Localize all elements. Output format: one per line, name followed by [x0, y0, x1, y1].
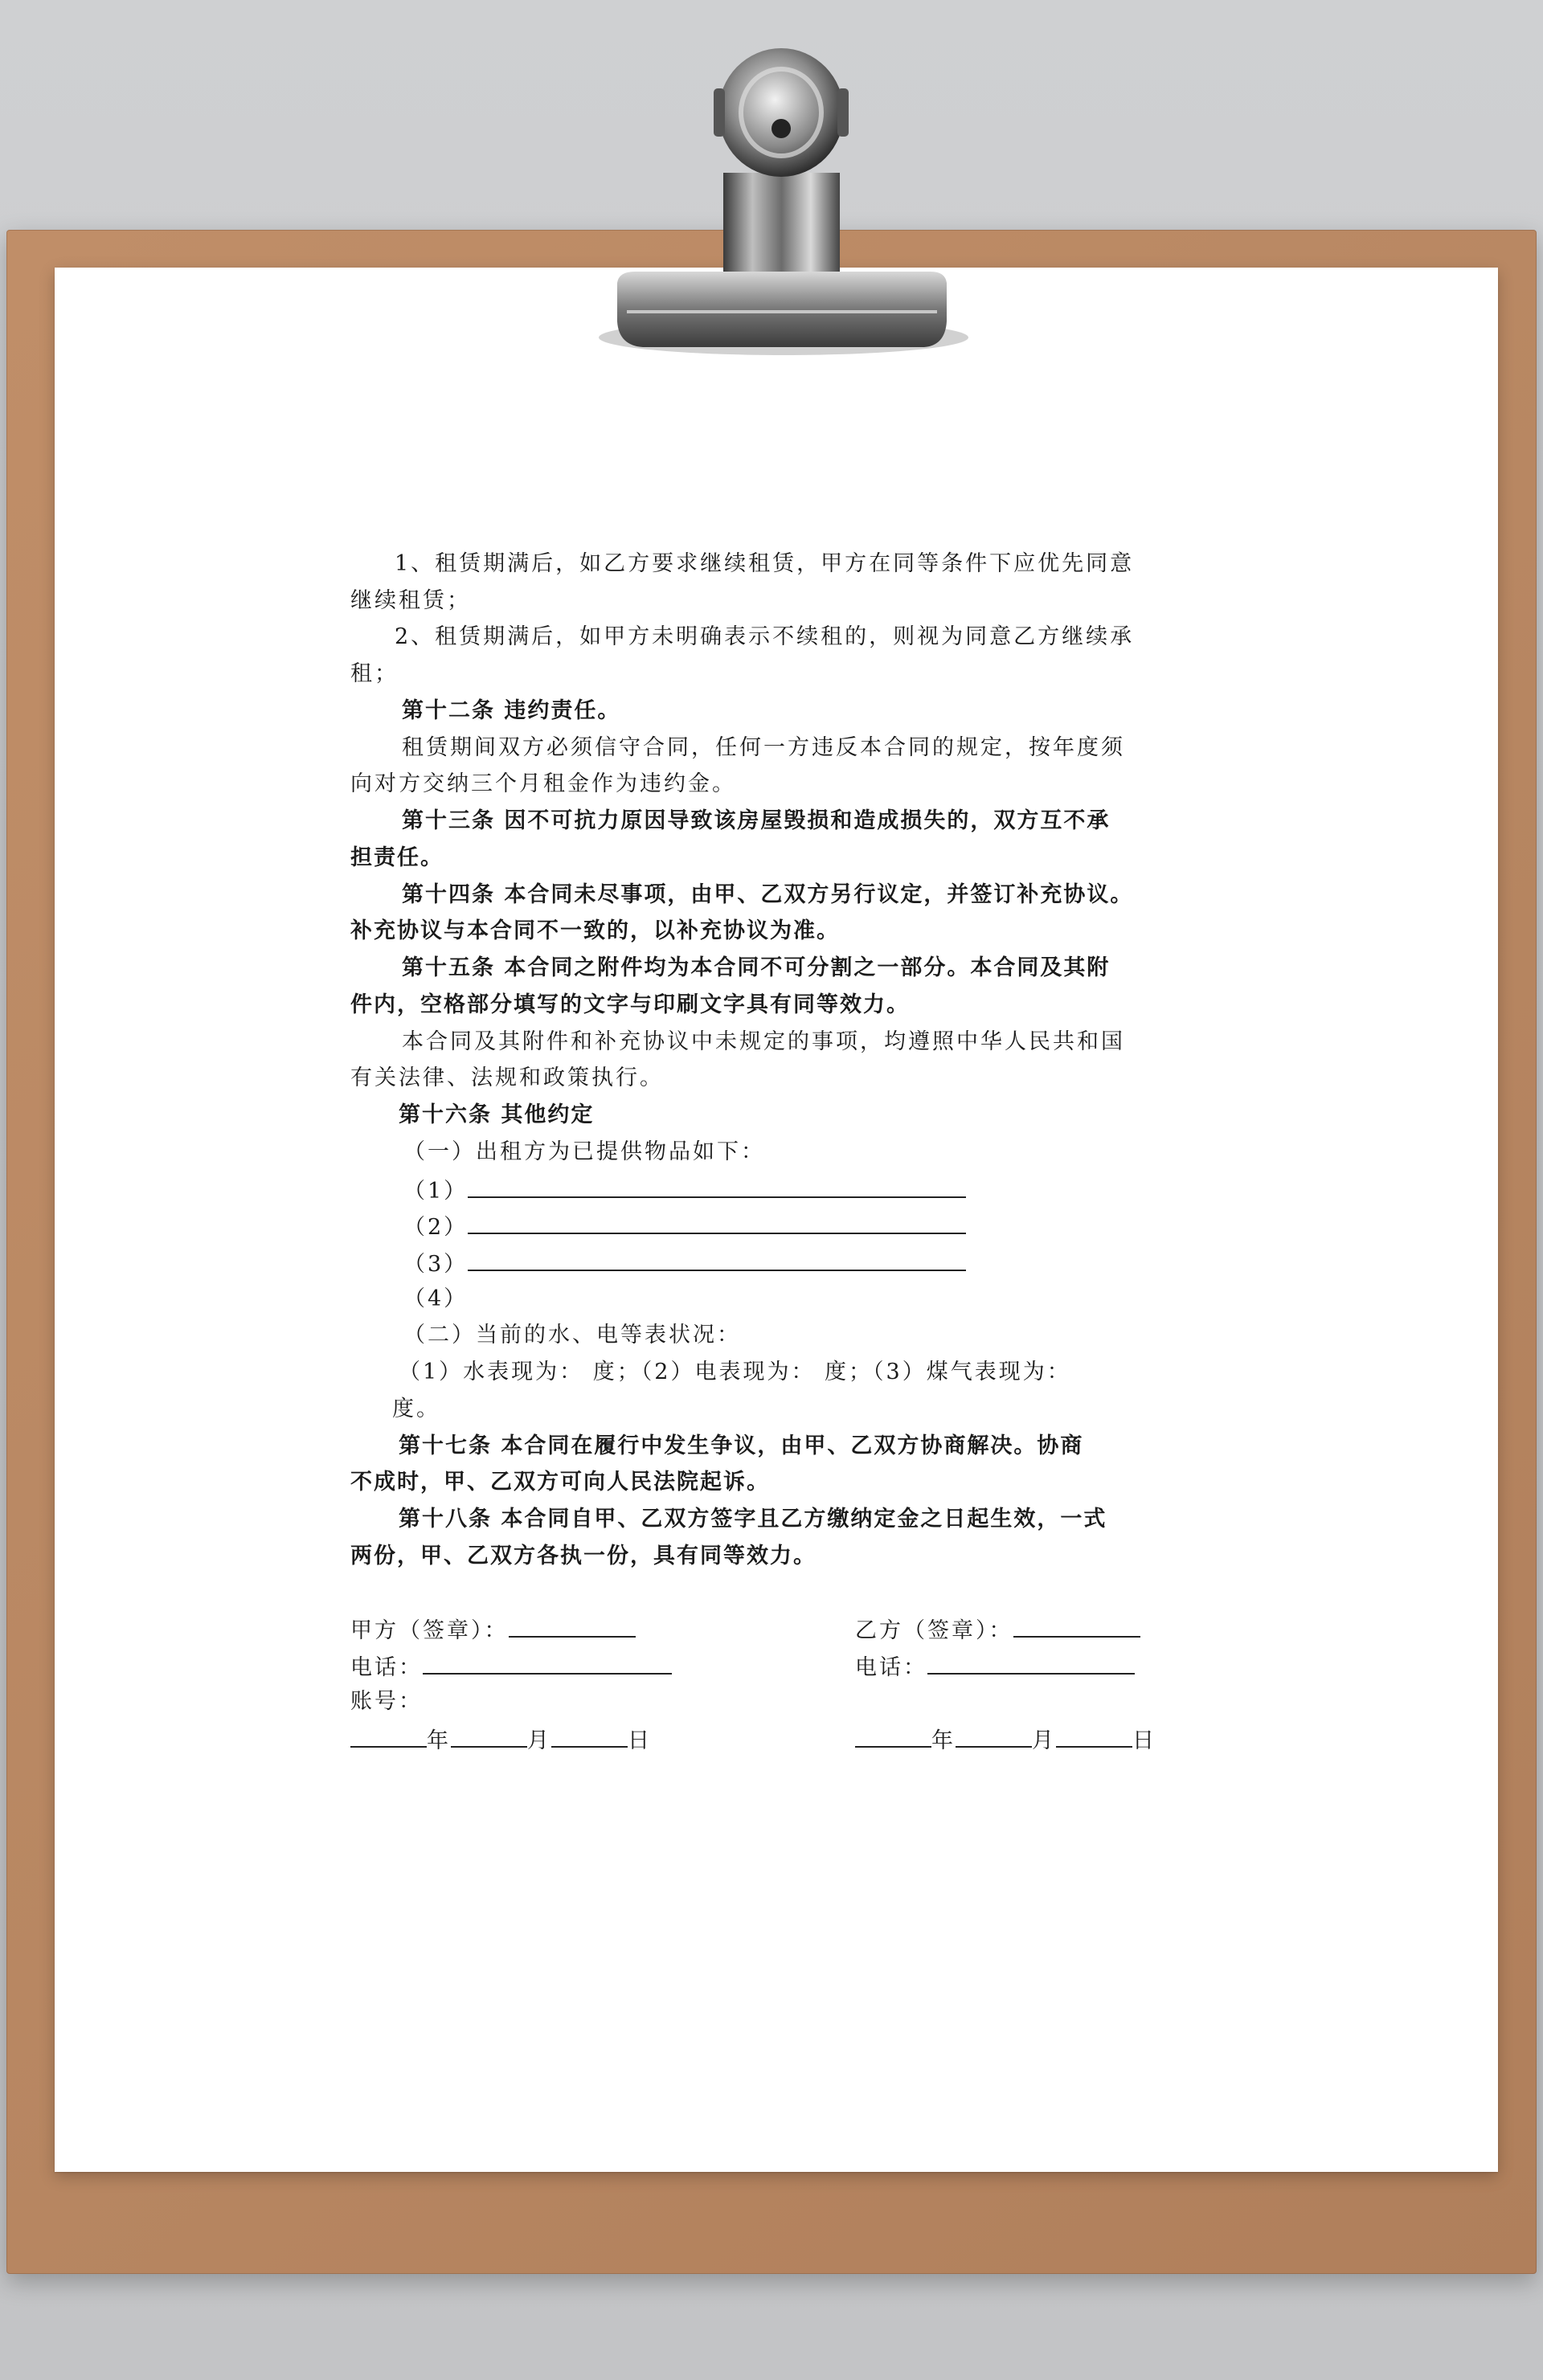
article-heading: 第十八条 本合同自甲、乙双方签字且乙方缴纳定金之日起生效，一式	[399, 1507, 1107, 1531]
party-a-phone-label: 电话：	[350, 1655, 423, 1680]
month-label: 月	[1032, 1728, 1056, 1753]
paragraph: 1、租赁期满后，如乙方要求继续租赁，甲方在同等条件下应优先同意	[395, 551, 1135, 576]
party-a-phone	[350, 1652, 672, 1682]
day-label: 日	[628, 1728, 652, 1753]
list-item	[403, 1212, 966, 1241]
paragraph: 两份，甲、乙双方各执一份，具有同等效力。	[350, 1544, 817, 1568]
party-a-date	[350, 1725, 652, 1755]
fill-blank	[423, 1652, 672, 1675]
party-b-phone-label: 电话：	[855, 1655, 927, 1680]
article-heading: 第十二条 违约责任。	[402, 698, 621, 723]
fill-blank	[468, 1249, 966, 1271]
paragraph: 件内，空格部分填写的文字与印刷文字具有同等效力。	[350, 992, 910, 1017]
day-label: 日	[1132, 1728, 1156, 1753]
fill-blank	[350, 1725, 427, 1748]
paragraph: 2、租赁期满后，如甲方未明确表示不续租的，则视为同意乙方继续承	[395, 624, 1135, 649]
paragraph: 度。	[392, 1397, 440, 1421]
party-a-signature	[350, 1615, 636, 1645]
party-b-signature	[855, 1615, 1140, 1645]
paragraph: 担责任。	[350, 845, 444, 870]
year-label: 年	[931, 1728, 956, 1753]
fill-blank	[468, 1176, 966, 1198]
article-heading: 第十七条 本合同在履行中发生争议，由甲、乙双方协商解决。协商	[399, 1433, 1084, 1458]
paragraph: （一）出租方为已提供物品如下：	[403, 1139, 765, 1164]
fill-blank	[855, 1725, 931, 1748]
article-heading: 第十五条 本合同之附件均为本合同不可分割之一部分。本合同及其附	[402, 955, 1111, 980]
fill-blank	[451, 1725, 527, 1748]
paragraph: 租；	[350, 661, 399, 686]
paragraph: 继续租赁；	[350, 588, 471, 613]
paragraph: （1）水表现为： 度；（2）电表现为： 度；（3）煤气表现为：	[399, 1360, 1071, 1384]
paragraph: （二）当前的水、电等表状况：	[403, 1323, 741, 1347]
list-item	[403, 1176, 966, 1205]
fill-blank	[1056, 1725, 1132, 1748]
paragraph: 不成时，甲、乙双方可向人民法院起诉。	[350, 1470, 770, 1495]
party-b-sign-label: 乙方（签章）：	[855, 1618, 1013, 1643]
fill-blank	[1013, 1615, 1140, 1638]
party-b-date	[855, 1725, 1156, 1755]
month-label: 月	[527, 1728, 551, 1753]
list-item-label: （1）	[403, 1179, 469, 1204]
fill-blank	[509, 1615, 636, 1638]
fill-blank	[956, 1725, 1032, 1748]
article-heading: 第十六条 其他约定	[399, 1102, 595, 1127]
list-item: （4）	[403, 1286, 469, 1311]
paragraph: 有关法律、法规和政策执行。	[350, 1065, 664, 1090]
article-heading: 第十四条 本合同未尽事项，由甲、乙双方另行议定，并签订补充协议。	[402, 882, 1134, 907]
paragraph: 本合同及其附件和补充协议中未规定的事项，均遵照中华人民共和国	[402, 1029, 1125, 1054]
party-a-sign-label: 甲方（签章）：	[350, 1618, 509, 1643]
article-heading: 第十三条 因不可抗力原因导致该房屋毁损和造成损失的，双方互不承	[402, 808, 1111, 833]
paragraph: 补充协议与本合同不一致的，以补充协议为准。	[350, 918, 840, 943]
paragraph: 向对方交纳三个月租金作为违约金。	[350, 771, 736, 796]
list-item	[403, 1249, 966, 1278]
fill-blank	[468, 1212, 966, 1234]
list-item-label: （2）	[403, 1215, 469, 1240]
fill-blank	[927, 1652, 1135, 1675]
year-label: 年	[427, 1728, 451, 1753]
paragraph: 租赁期间双方必须信守合同，任何一方违反本合同的规定，按年度须	[402, 735, 1125, 760]
party-a-account-label: 账号：	[350, 1689, 423, 1714]
list-item-label: （3）	[403, 1252, 469, 1277]
party-b-phone	[855, 1652, 1135, 1682]
fill-blank	[551, 1725, 628, 1748]
